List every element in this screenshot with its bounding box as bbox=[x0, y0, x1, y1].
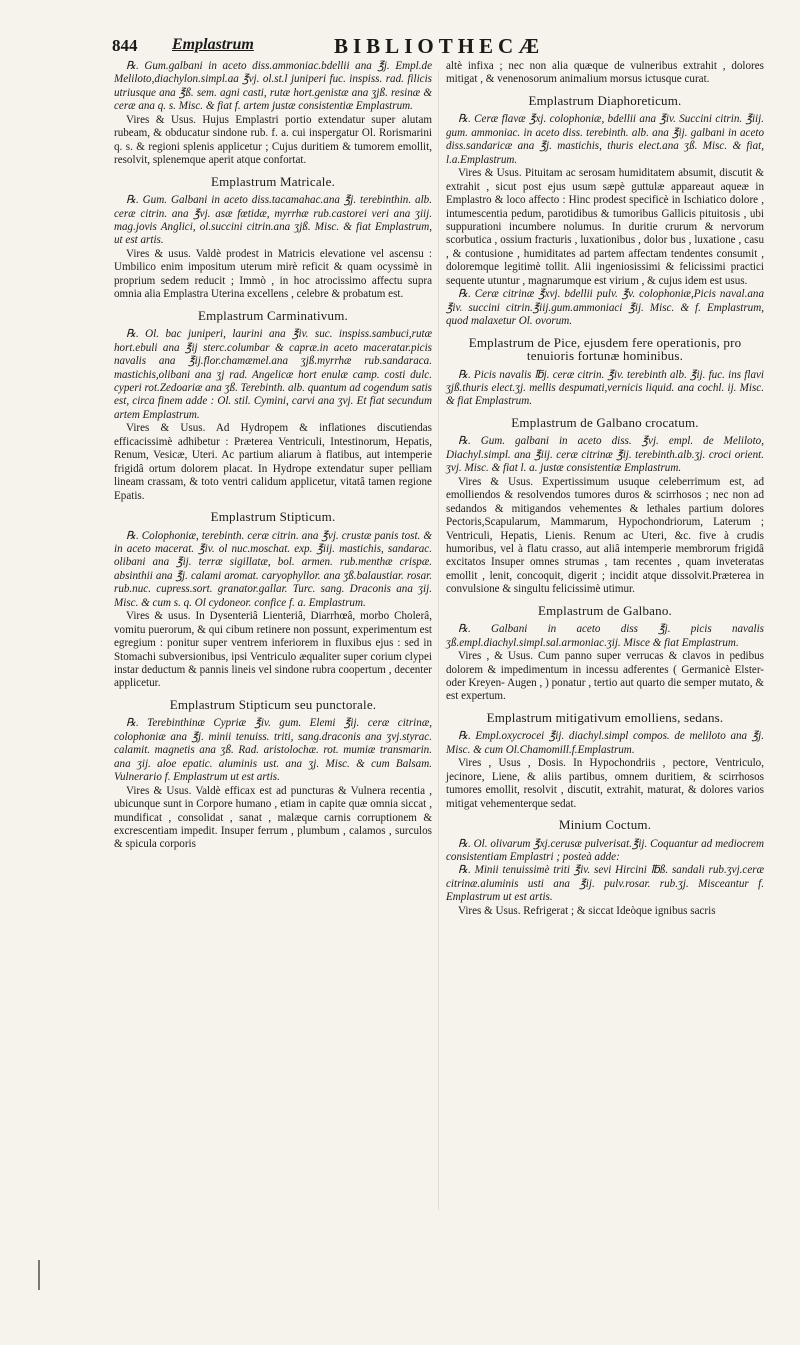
section-heading: Emplastrum Diaphoreticum. bbox=[528, 92, 682, 108]
right-column bbox=[446, 60, 764, 918]
section-heading: Emplastrum Carminativum. bbox=[198, 307, 348, 323]
section-heading: Emplastrum de Galbano crocatum. bbox=[511, 414, 699, 430]
paragraph: Vires & Usus. Hujus Emplastri portio extendatur super alutam rubeam, & obducatur sindone rub. f. a. cui inspergatur Ol. Rorismarini q. s. & regioni splenis applicetur ; Cujus duritiem & tumorem emollit, resolvit, splenemque aperit atque confortat. bbox=[114, 113, 432, 167]
margin-mark bbox=[38, 1260, 40, 1290]
recipe: ℞. Picis navalis ℔j. ceræ citrin. ℥iv. terebinth alb. ℥ij. fuc. ins flavi ʒjß.thuris elect.ʒj. mellis despumati,vernicis liquid. ana cochl. ij. Misc. & fiat Emplastrum. bbox=[446, 368, 764, 408]
page-number: 844 bbox=[112, 36, 138, 55]
book-title: BIBLIOTHECÆ bbox=[334, 34, 545, 58]
recipe: ℞. Ol. olivarum ℥xj.cerusæ pulverisat.℥ij. Coquantur ad mediocrem consistentiam Emplastri ; posteà adde: bbox=[446, 837, 764, 864]
paragraph: Vires & usus. Valdè prodest in Matricis elevatione vel ascensu : Umbilico enim impositum uterum mirè reficit & quam ocyssimè in proprium sedem reducit ; Immò , in hoc atrocissimo affectu supra omnia alia Emplastra Uterina excellens , celebre & probatum est. bbox=[114, 247, 432, 301]
recipe: ℞. Minii tenuissimè triti ℥iv. sevi Hircini ℔ß. sandali rub.ʒvj.ceræ citrinæ.aluminis usti ana ℥ij. pulv.rosar. rub.ʒj. Misceantur f. Emplastrum ut est artis. bbox=[446, 864, 764, 904]
paragraph: Vires & Usus. Pituitam ac serosam humiditatem absumit, discutit & extrahit , sicut post ejus usum sæpè guttulæ appareaut aqueæ in Emplastro & loco affecto : Hinc prodest specificè in Ischiatico dolore , intumescentia pedum, parotidibus & tumoribus Gallicis pituitosis , ubi suppurationi incumbere nolumus. In duritie crurum & nervorum scorbutica , ossium fracturis , luxationibus , dolor bus , luxatione , casu , & contusione , humiditates ad partem affectam tendentes consumit , doloremque legitimè tollit. Alii ingeniosissimi & felicissimi practici sequente utuntur , magnarumque est virium , & cujus idem est usus. bbox=[446, 167, 764, 287]
recipe: ℞. Gum.galbani in aceto diss.ammoniac.bdellii ana ℥j. Empl.de Meliloto,diachylon.simpl.aa ℥vj. ol.st.l juniperi fuc. inspiss. rad. filicis utriusque ana ℥ß. sem. agni casti, rutæ hort.genistæ ana ʒjß. resinæ & ceræ ana q. s. Misc. & fiat f. artem justæ consistentiæ Emplastrum. bbox=[114, 60, 432, 113]
recipe: ℞. Ceræ citrinæ ℥xvj. bdellii pulv. ℥v. colophoniæ,Picis naval.ana ℥iv. succini citrin.℥iij.gum.ammoniaci ℥ij. Misc. & f. Emplastrum, quod malaxetur Ol. ovorum. bbox=[446, 288, 764, 328]
gutter-shadow bbox=[438, 70, 439, 1210]
paragraph: Vires , & Usus. Cum panno super verrucas & clavos in pedibus dolorem & impedimentum in incessu adferentes ( Germanicè Elster-oder Kreyen- Augen , ) ponatur , tertio aut quarto die semper mutato, & est expertum. bbox=[446, 650, 764, 703]
paragraph: Vires & Usus. Valdè efficax est ad puncturas & Vulnera recentia , ubicunque sunt in Corpore humano , etiam in capite quæ omnia siccat , mundificat , consolidat , sanat , malæque carnis corruptionem & excrescentiam impedit. Insuper ferrum , plumbum , calamos , surculos & spicula corporis bbox=[114, 784, 432, 851]
paragraph: Vires & Usus. Ad Hydropem & inflationes discutiendas efficacissimè adhibetur : Præterea Ventriculi, Intestinorum, Hepatis, Renum, Vesicæ, Uteri. Ac partium aliarum à flatibus, aut intemperie frigidâ ortum dolorem placat. In Hydrope extendatur super pelliam lineam crassam, & toto ventri calidum applicetur, vitatâ tamen regione Epatis. bbox=[114, 422, 432, 502]
section-heading: Emplastrum de Galbano. bbox=[537, 602, 672, 618]
section-heading: Minium Coctum. bbox=[558, 817, 652, 833]
recipe: ℞. Gum. Galbani in aceto diss.tacamahac.ana ℥j. terebinthin. alb. ceræ citrin. ana ℥vj. asæ fœtidæ, myrrhæ rub.castorei veri ana ʒiij. mag.jovis Anglici, ol.succini citrin.ana ʒjß. Misc. & fiat Emplastrum, ut est artis. bbox=[114, 194, 432, 247]
recipe: ℞. Ol. bac juniperi, laurini ana ℥iv. suc. inspiss.sambuci,rutæ hort.ebuli ana ℥ij sterc.columbar & capræ.in aceto maceratar.picis navalis ana ℥ij.flor.chamæmel.ana ʒjß.myrrhæ rub.sandaraca. mastichis,olibani ana ʒj rad. Angelicæ hort enulæ camp. costi dulc. cyperi rot.Zedoariæ ana ʒß. Terebinth. alb. quantum ad cogendum satis est, circa finem adde : Ol. stil. Cymini, carvi ana ʒvj. Et fiat secundum artem Emplastrum. bbox=[114, 328, 432, 421]
section-heading: Emplastrum Matricale. bbox=[210, 173, 336, 189]
paragraph: altè infixa ; nec non alia quæque de vulneribus extrahit , dolores mitigat , & venenosorum animalium morsus ictusque curat. bbox=[446, 60, 764, 86]
paragraph: Vires , Usus , Dosis. In Hypochondriis , pectore, Ventriculo, jecinore, Liene, & aliis partibus, omnem duritiem, & scirrhosos tumores emollit, resolvit , discutit, extrahit, maturat, & dolores varios mitigat vehementerque sedat. bbox=[446, 757, 764, 810]
left-column bbox=[114, 60, 432, 852]
recipe: ℞. Empl.oxycrocei ℥ij. diachyl.simpl compos. de meliloto ana ℥j. Misc. & cum Ol.Chamomill.f.Emplastrum. bbox=[446, 730, 764, 756]
section-heading: Emplastrum mitigativum emolliens, sedans. bbox=[486, 709, 724, 725]
page-header bbox=[112, 34, 772, 60]
recipe: ℞. Gum. galbani in aceto diss. ℥vj. empl. de Meliloto, Diachyl.simpl. ana ℥iij. ceræ citrinæ ℥ij. terebinth.alb.ʒj. croci orient. ʒvj. Misc. & fiat l. a. justæ consistentiæ Emplastrum. bbox=[446, 435, 764, 475]
running-title: Emplastrum bbox=[172, 36, 254, 53]
section-heading: Emplastrum de Pice, ejusdem fere operationis, pro tenuioris fortunæ hominibus. bbox=[468, 334, 742, 364]
recipe: ℞. Ceræ flavæ ℥xj. colophoniæ, bdellii ana ℥iv. Succini citrin. ℥iij. gum. ammoniac. in aceto diss. terebinth. alb. ana ℥ij. galbani in aceto diss.sandaricæ ana ℥j. mastichis, thuris elect.ana ʒß. Misc. & fiat, l.a.Emplastrum. bbox=[446, 113, 764, 166]
recipe: ℞. Galbani in aceto diss ℥j. picis navalis ʒß.empl.diachyl.simpl.sal.armoniac.ʒij. Misce & fiat Emplastrum. bbox=[446, 623, 764, 649]
recipe: ℞. Terebinthinæ Cypriæ ℥iv. gum. Elemi ℥ij. ceræ citrinæ, colophoniæ ana ℥j. minii tenuiss. triti, sang.draconis ana ʒvj.styrac. calamit. magnetis ana ʒß. Rad. aristolochæ. rot. mumiæ transmarin. ana ʒij. aloe epatic. aluminis ust. ana ʒj. Misc. & cum Balsam. Vulnerario f. Emplastrum ut est artis. bbox=[114, 717, 432, 784]
section-heading: Emplastrum Stipticum. bbox=[210, 509, 336, 525]
paragraph: Vires & usus. In Dysenteriâ Lienteriâ, Diarrhœâ, morbo Cholerâ, vomitu puerorum, & qui cibum retinere non possunt, experimentum est egregium : ponitur super ventrem inferiorem in fluxibus ejus : sed in Stomachi subversionibus, ipsi Ventriculo æqualiter super corium clypei instar deductum & pannis lineis vel sindone rubra coopertum , decenter applicetur. bbox=[114, 610, 432, 690]
paragraph: Vires & Usus. Refrigerat ; & siccat Ideòque ignibus sacris bbox=[458, 904, 716, 917]
paragraph: Vires & Usus. Expertissimum usuque celeberrimum est, ad emolliendos & resolvendos tumores duros & scirrhosos ; nec non ad sedandos & mitigandos vehementes & lethales partium dolores Pectoris,Scapularum, Mammarum, Hypochondriorum, Laterum ; Ventriculi, Hepatis, Lienis. Renum ac Uteri, &c. five à crudis humoribus, vel à flatu crasso, aut aliâ intemperie membrorum frigidâ excitatos Insuper omnes strumas , tam recentes , quam inveteratas emollit , lenit, concoquit, digerit ; incidit atque dissolvit.Præterea in convulsione & singultu felicissimè utimur. bbox=[446, 475, 764, 596]
section-heading: Emplastrum Stipticum seu punctorale. bbox=[169, 696, 377, 712]
recipe: ℞. Colophoniæ, terebinth. ceræ citrin. ana ℥vj. crustæ panis tost. & in aceto macerat. ℥iv. ol nuc.moschat. exp. ℥iij. mastichis, sandarac. olibani ana ℥ij. terræ sigillatæ, bol. armen. rub.menthæ crispæ. absinthii ana ℥j. calami aromat. caryophyllor. ana ʒß.balaustiar. rosar. rub.nuc. cupress.sort. granator.gallar. Turc. sang. Draconis ana ʒij. Misc. & cum s. q. Ol cydoneor. confice f. a. Emplastrum. bbox=[114, 529, 432, 609]
